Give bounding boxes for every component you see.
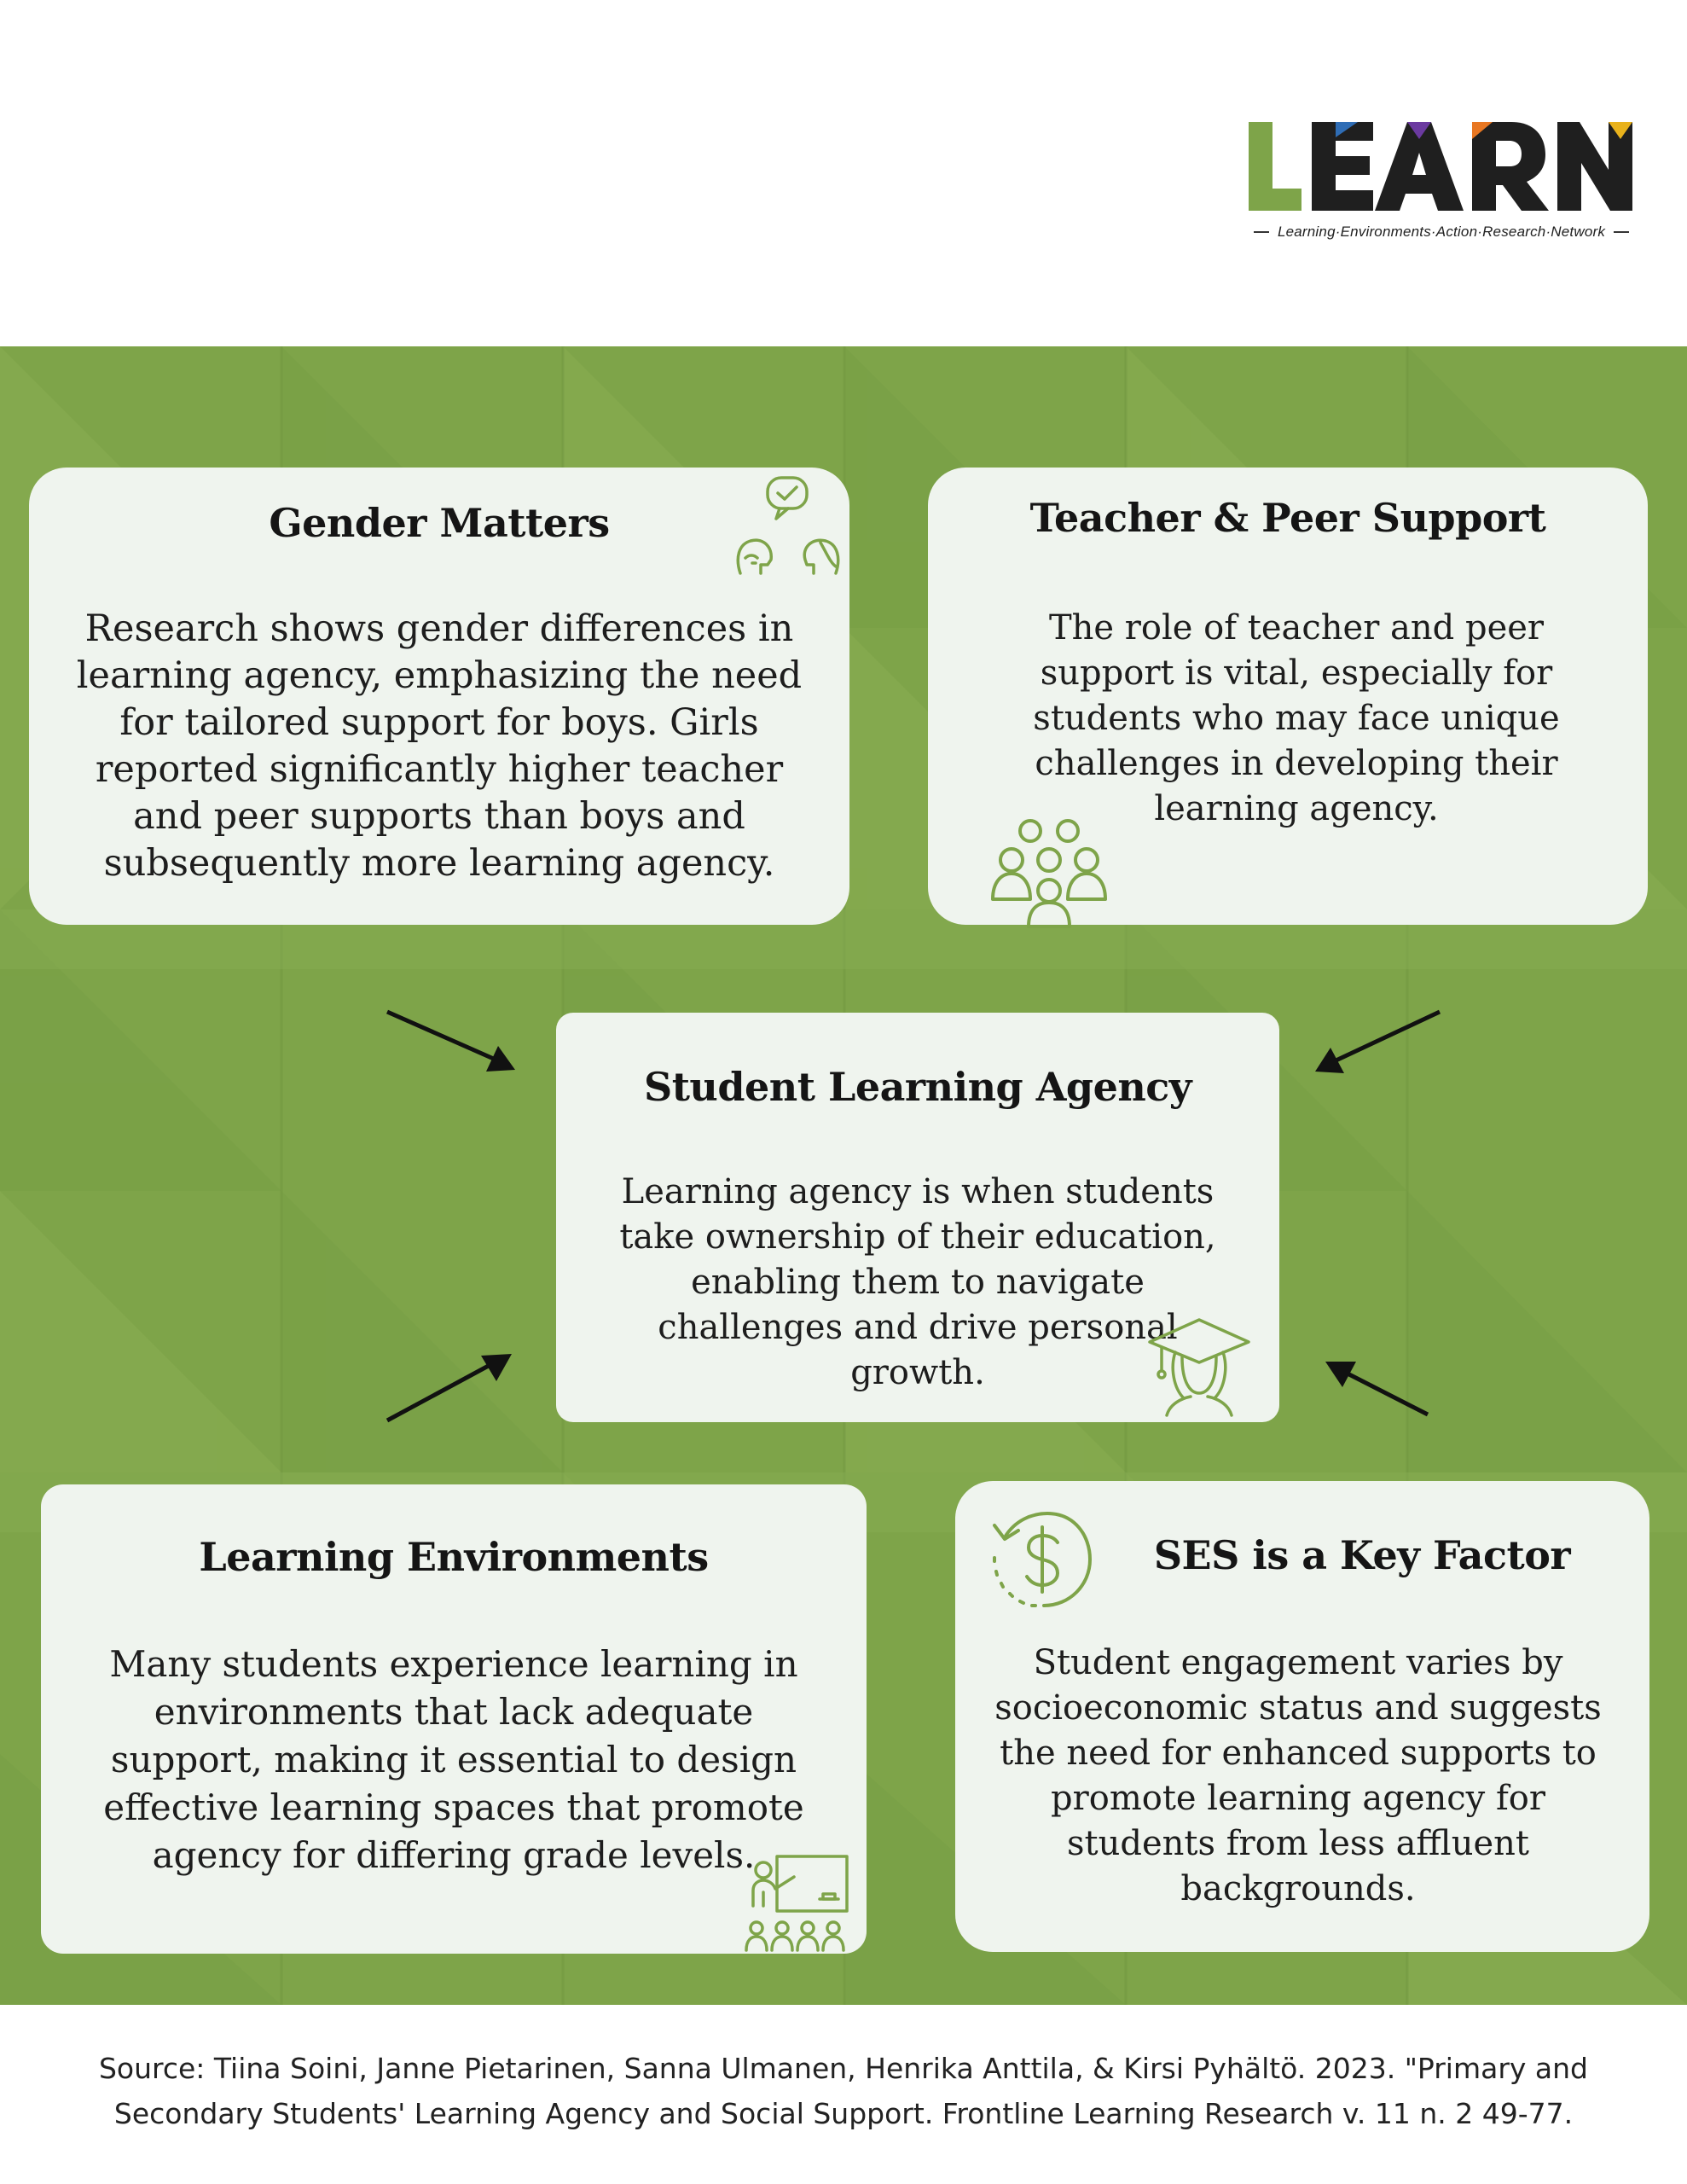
learning-environments-title: Learning Environments: [199, 1534, 709, 1580]
gender-matters-card: [29, 468, 849, 925]
learn-wordmark: [1245, 115, 1638, 213]
learning-environments-card: [41, 1484, 867, 1954]
ses-key-factor-title: SES is a Key Factor: [1153, 1532, 1571, 1578]
gender-matters-body: Research shows gender differences in learning agency, emphasizing the need for tailored support for boys. Girls reported significantly higher teacher and peer supports than boys and subsequently more learning agency.: [76, 607, 803, 885]
arrow-environments-to-agency: [375, 1344, 529, 1429]
teacher-peer-support-body: The role of teacher and peer support is vital, especially for students who may face unique challenges in developing their learning agency.: [1033, 608, 1560, 828]
ses-key-factor-card: [955, 1481, 1649, 1952]
gender-matters-title: Gender Matters: [269, 500, 610, 546]
logo-tagline: Learning·Environments·Action·Research·Network: [1245, 219, 1638, 245]
arrow-gender-to-agency: [375, 998, 529, 1083]
student-learning-agency-card: [556, 1013, 1279, 1422]
classroom-teacher-icon: [745, 1851, 851, 1954]
dollar-cycle-icon: [986, 1507, 1097, 1618]
arrow-teacher-to-agency: [1305, 998, 1458, 1083]
student-learning-agency-body: Learning agency is when students take ownership of their education, enabling them to navigate challenges and drive personal growth.: [619, 1172, 1216, 1392]
graduate-icon: [1145, 1311, 1255, 1418]
group-people-icon: [988, 819, 1116, 930]
source-citation: Source: Tiina Soini, Janne Pietarinen, Sanna Ulmanen, Henrika Anttila, & Kirsi Pyhältö. 2023. "Primary and Secondary Students' Learning Agency and Social Support. Frontline Learning Research v. 11 n. 2 49-77.: [98, 2052, 1589, 2130]
arrow-ses-to-agency: [1313, 1348, 1467, 1433]
ses-key-factor-body: Student engagement varies by socioeconomic status and suggests the need for enhanced supports to promote learning agency for students from less affluent backgrounds.: [994, 1643, 1602, 1908]
teacher-peer-support-title: Teacher & Peer Support: [1029, 495, 1546, 541]
learn-logo: [1245, 115, 1638, 252]
student-learning-agency-title: Student Learning Agency: [643, 1064, 1192, 1110]
teacher-peer-support-card: [928, 468, 1648, 925]
gender-discussion-icon: [727, 473, 846, 584]
learning-environments-body: Many students experience learning in environments that lack adequate support, making it essential to design effective learning spaces that promote agency for differing grade levels.: [103, 1643, 804, 1876]
